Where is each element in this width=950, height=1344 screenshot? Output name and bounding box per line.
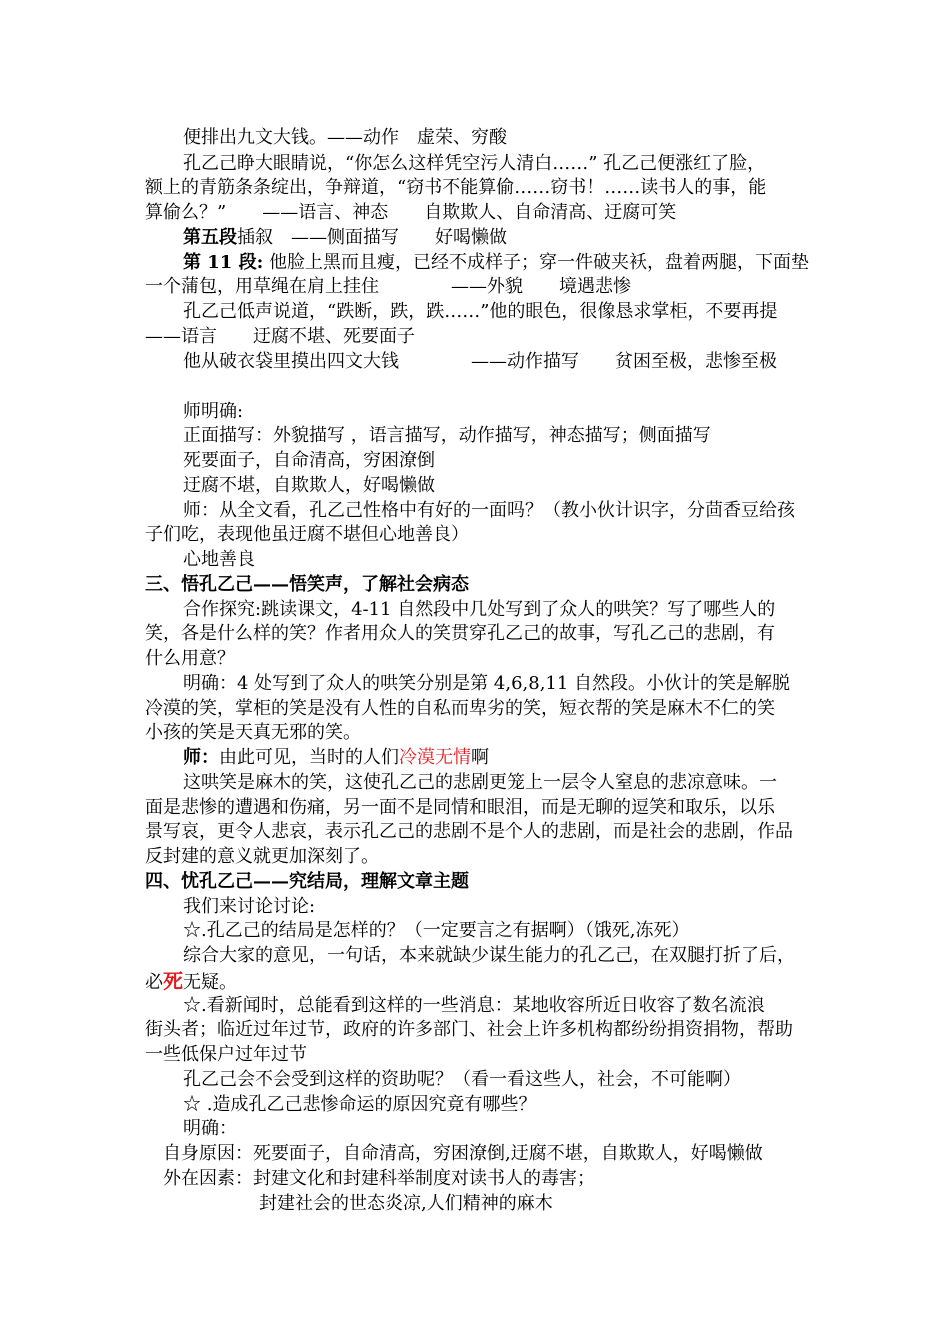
- text-span: 插叙 ——侧面描写 好喝懒做: [237, 227, 507, 248]
- text-line: 一个蒲包，用草绳在肩上挂住 ——外貌 境遇悲惨: [145, 276, 631, 297]
- text-line: 死要面子，自命清高，穷困潦倒: [183, 450, 435, 471]
- text-line: 景写哀，更令人悲哀，表示孔乙己的悲剧不是个人的悲剧，而是社会的悲剧，作品: [145, 821, 793, 842]
- text-span: 他脸上黑而且瘦，已经不成样子；穿一件破夹袄，盘着两腿，下面垫: [263, 252, 809, 273]
- text-line: 额上的青筋条条绽出，争辩道，“窃书不能算偷……窃书！……读书人的事，能: [145, 177, 767, 198]
- text-line: ☆.看新闻时，总能看到这样的一些消息：某地收容所近日收容了数名流浪: [183, 995, 765, 1016]
- text-line: 什么用意？: [145, 648, 235, 669]
- text-line: 封建社会的世态炎凉,人们精神的麻木: [259, 1193, 553, 1214]
- text-line: 合作探究:跳读课文，4-11 自然段中几处写到了众人的哄笑？写了哪些人的: [183, 599, 776, 620]
- text-line: 孔乙己会不会受到这样的资助呢？（看一看这些人，社会，不可能啊）: [183, 1069, 741, 1090]
- section-line: [183, 251, 809, 275]
- text-span: 由此可见，当时的人们: [219, 747, 399, 768]
- text-span: 无疑。: [183, 972, 237, 993]
- text-line: 算偷么？” ——语言、神态 自欺欺人、自命清高、迂腐可笑: [145, 202, 677, 223]
- section-label: 第五段: [183, 227, 237, 248]
- text-line: 一些低保户过年过节: [145, 1044, 307, 1065]
- text-line: 师明确:: [183, 401, 244, 422]
- text-line: 小孩的笑是天真无邪的笑。: [145, 722, 361, 743]
- text-line: 心地善良: [183, 549, 255, 570]
- text-line: 孔乙己睁大眼睛说，“你怎么这样凭空污人清白……” 孔乙己便涨红了脸，: [183, 153, 766, 174]
- text-line: ☆ .造成孔乙己悲惨命运的原因究竟有哪些？: [183, 1094, 537, 1115]
- text-line: 子们吃，表现他虽迂腐不堪但心地善良）: [145, 524, 469, 545]
- section-heading: 四、忧孔乙己——究结局，理解文章主题: [145, 871, 469, 892]
- text-line: 我们来讨论讨论:: [183, 896, 316, 917]
- text-line: 街头者；临近过年过节，政府的许多部门、社会上许多机构都纷纷捐资捐物，帮助: [145, 1019, 793, 1040]
- text-line: 面是悲惨的遭遇和伤痛，另一面不是同情和眼泪，而是无聊的逗笑和取乐，以乐: [145, 797, 775, 818]
- text-line: 外在因素：封建文化和封建科举制度对读书人的毒害；: [163, 1168, 595, 1189]
- text-line: 他从破衣袋里摸出四文大钱 ——动作描写 贫困至极，悲惨至极: [183, 351, 777, 372]
- text-line: 师：从全文看，孔乙己性格中有好的一面吗？（教小伙计识字，分茴香豆给孩: [183, 500, 795, 521]
- section-line: [183, 226, 507, 250]
- text-line: 便排出九文大钱。——动作 虚荣、穷酸: [183, 127, 507, 148]
- text-line: [183, 746, 489, 770]
- text-line: ☆.孔乙己的结局是怎样的？（一定要言之有据啊）（饿死,冻死）: [183, 920, 690, 941]
- section-label: 第 11 段:: [183, 252, 264, 273]
- section-heading: 三、悟孔乙己——悟笑声，了解社会病态: [145, 574, 469, 595]
- text-line: 这哄笑是麻木的笑，这使孔乙己的悲剧更笼上一层令人窒息的悲凉意味。一: [183, 772, 777, 793]
- text-line: ——语言 迂腐不堪、死要面子: [145, 326, 415, 347]
- text-line: 明确：: [183, 1118, 237, 1139]
- text-span: 必: [145, 972, 163, 993]
- text-line: 迂腐不堪，自欺欺人，好喝懒做: [183, 475, 435, 496]
- text-span: 啊: [471, 747, 489, 768]
- highlighted-text: 冷漠无情: [399, 747, 471, 768]
- text-line: 反封建的意义就更加深刻了。: [145, 846, 379, 867]
- text-line: 正面描写：外貌描写 ，语言描写，动作描写，神态描写；侧面描写: [183, 425, 711, 446]
- text-line: 孔乙己低声说道，“跌断，跌，跌……”他的眼色，很像恳求掌柜，不要再提: [183, 301, 778, 322]
- text-line: 笑，各是什么样的笑？作者用众人的笑贯穿孔乙己的故事，写孔乙己的悲剧，有: [145, 623, 775, 644]
- text-line: 综合大家的意见，一句话，本来就缺少谋生能力的孔乙己，在双腿打折了后，: [183, 945, 795, 966]
- highlighted-text: 死: [163, 969, 183, 993]
- text-line: [145, 969, 237, 995]
- text-line: 自身原因：死要面子，自命清高，穷困潦倒,迂腐不堪，自欺欺人，好喝懒做: [163, 1143, 763, 1164]
- text-line: 冷漠的笑，掌柜的笑是没有人性的自私而卑劣的笑，短衣帮的笑是麻木不仁的笑: [145, 698, 775, 719]
- teacher-label: 师：: [183, 747, 219, 768]
- text-line: 明确：4 处写到了众人的哄笑分别是第 4,6,8,11 自然段。小伙计的笑是解脱: [183, 673, 791, 694]
